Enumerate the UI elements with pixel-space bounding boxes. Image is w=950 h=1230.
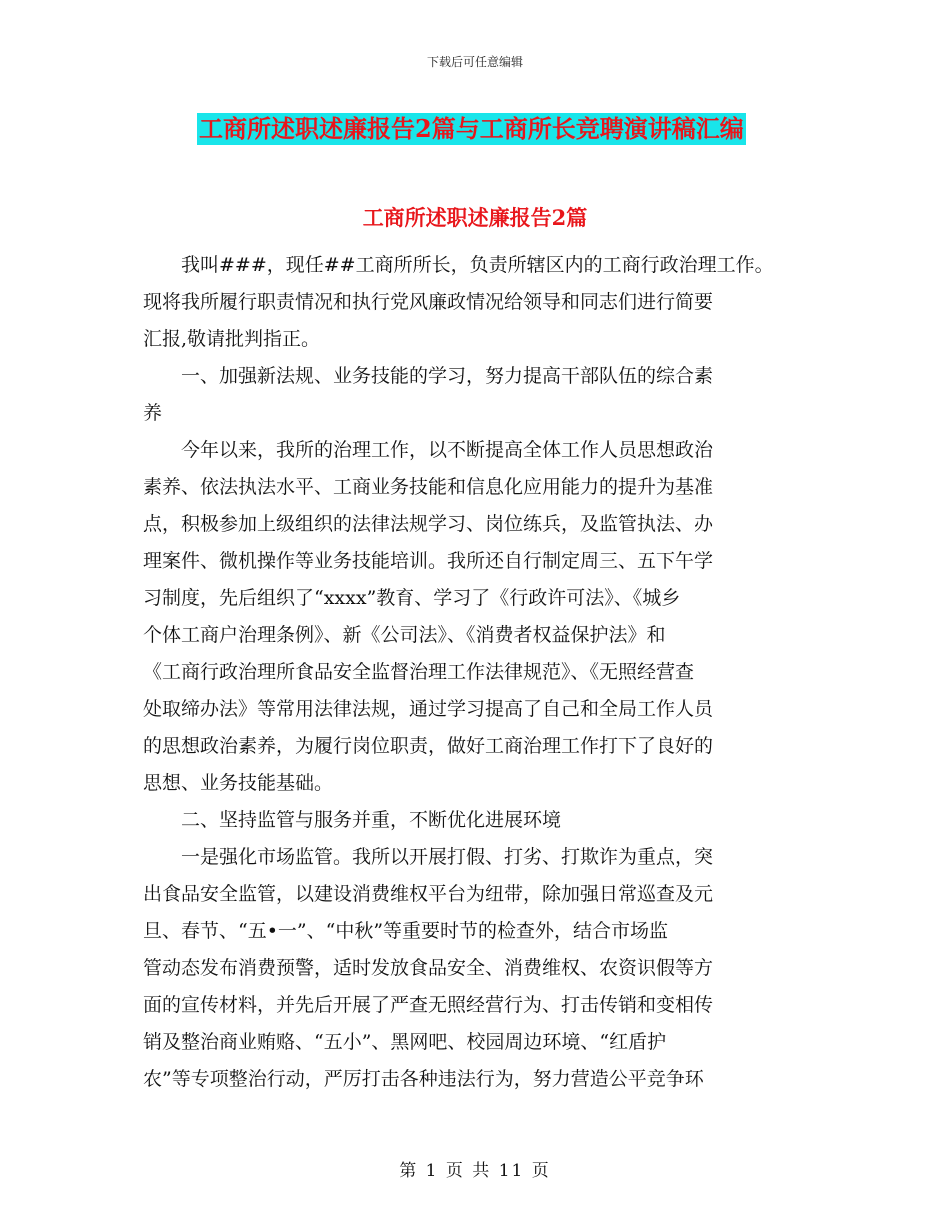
section-title: 工商所述职述廉报告2篇 xyxy=(362,205,588,230)
text-line: 二、坚持监管与服务并重，不断优化进展环境 xyxy=(143,809,562,831)
text-line: 出食品安全监管，以建设消费维权平台为纽带，除加强日常巡查及元 xyxy=(143,883,714,905)
text-line: 旦、春节、“五•一”、“中秋”等重要时节的检查外，结合市场监 xyxy=(143,920,669,942)
text-line: 素养、依法执法水平、工商业务技能和信息化应用能力的提升为基准 xyxy=(143,476,714,498)
body-text xyxy=(143,247,808,1098)
text-line: 现将我所履行职责情况和执行党风廉政情况给领导和同志们进行简要 xyxy=(143,291,714,313)
text-line: 农”等专项整治行动，严厉打击各种违法行为，努力营造公平竞争环 xyxy=(143,1068,704,1090)
document-main-title: 工商所述职述廉报告2篇与工商所长竞聘演讲稿汇编 xyxy=(199,114,744,143)
text-line: 销及整治商业贿赂、“五小”、黑网吧、校园周边环境、“红盾护 xyxy=(143,1031,667,1053)
text-line: 点，积极参加上级组织的法律法规学习、岗位练兵，及监管执法、办 xyxy=(143,513,714,535)
text-line: 一是强化市场监管。我所以开展打假、打劣、打欺诈为重点，突 xyxy=(143,846,714,868)
text-line: 的思想政治素养，为履行岗位职责，做好工商治理工作打下了良好的 xyxy=(143,735,714,757)
text-line: 个体工商户治理条例》、新《公司法》、《消费者权益保护法》和 xyxy=(143,624,666,646)
text-line: 《工商行政治理所食品安全监督治理工作法律规范》、《无照经营查 xyxy=(143,661,695,683)
text-line: 处取缔办法》等常用法律法规，通过学习提高了自己和全局工作人员 xyxy=(143,698,714,720)
page-header-note: 下载后可任意编辑 xyxy=(426,55,523,69)
text-line: 汇报,敬请批判指正。 xyxy=(143,328,321,350)
page-footer: 第 1 页 共 11 页 xyxy=(399,1161,551,1181)
text-line: 思想、业务技能基础。 xyxy=(143,772,334,794)
text-line: 管动态发布消费预警，适时发放食品安全、消费维权、农资识假等方 xyxy=(143,957,714,979)
text-line: 我叫###，现任##工商所所长，负责所辖区内的工商行政治理工作。 xyxy=(143,254,774,276)
text-line: 理案件、微机操作等业务技能培训。我所还自行制定周三、五下午学 xyxy=(143,550,714,572)
text-line: 面的宣传材料，并先后开展了严查无照经营行为、打击传销和变相传 xyxy=(143,994,714,1016)
text-line: 一、加强新法规、业务技能的学习，努力提高干部队伍的综合素 xyxy=(143,365,714,387)
text-line: 习制度，先后组织了“xxxx”教育、学习了《行政许可法》、《城乡 xyxy=(143,587,681,609)
text-line: 养 xyxy=(143,402,163,424)
text-line: 今年以来，我所的治理工作，以不断提高全体工作人员思想政治 xyxy=(143,439,714,461)
